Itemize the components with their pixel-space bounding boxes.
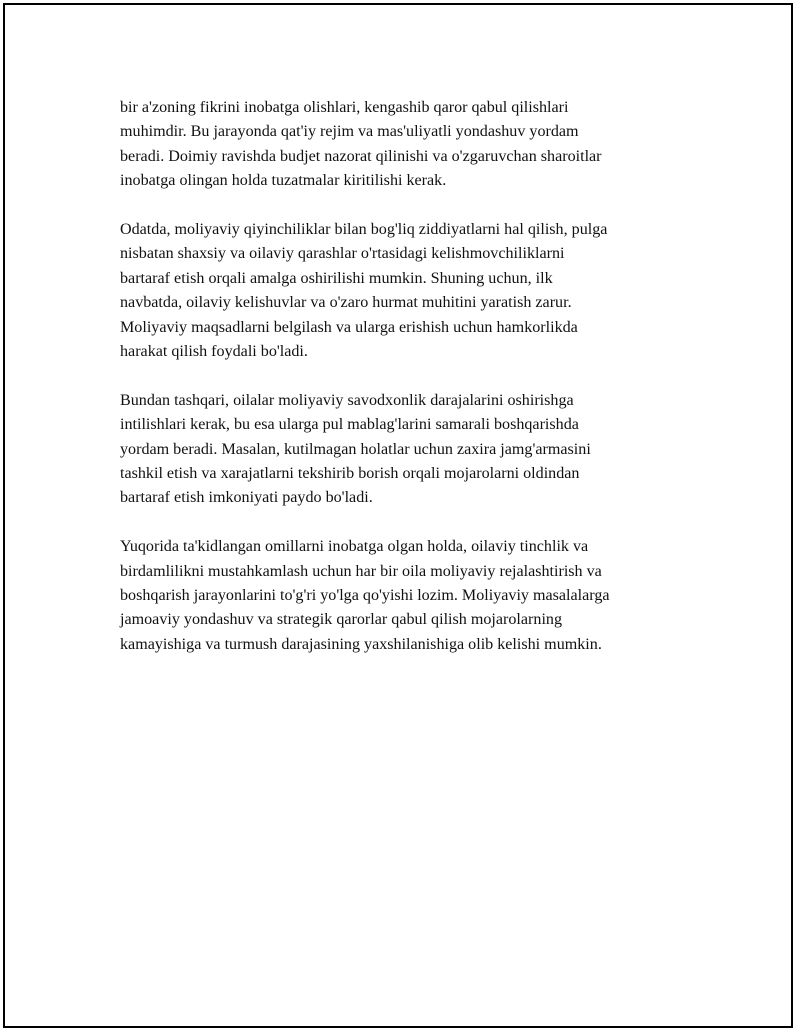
paragraph-2: Odatda, moliyaviy qiyinchiliklar bilan bog'liq ziddiyatlarni hal qilish, pulga nisbatan shaxsiy va oilaviy qarashlar o'rtasidagi kelishmovchiliklarni bartaraf etish orqali amalga oshirilishi mumkin. Shuning uchun, ilk navbatda, oilaviy kelishuvlar va o'zaro hurmat muhitini yaratish zarur. Moliyaviy maqsadlarni belgilash va ularga erishish uchun hamkorlikda harakat qilish foydali bo'ladi. [120, 221, 608, 361]
document-page [3, 3, 793, 1028]
paragraph-1: bir a'zoning fikrini inobatga olishlari, kengashib qaror qabul qilishlari muhimdir. Bu jarayonda qat'iy rejim va mas'uliyatli yondashuv yordam beradi. Doimiy ravishda budjet nazorat qilinishi va o'zgaruvchan sharoitlar inobatga olingan holda tuzatmalar kiritilishi kerak. [120, 99, 602, 190]
document-body [120, 96, 692, 682]
paragraph-3: Bundan tashqari, oilalar moliyaviy savodxonlik darajalarini oshirishga intilishlari kerak, bu esa ularga pul mablag'larini samarali boshqarishda yordam beradi. Masalan, kutilmagan holatlar uchun zaxira jamg'armasini tashkil etish va xarajatlarni tekshirib borish orqali mojarolarni oldindan bartaraf etish imkoniyati paydo bo'ladi. [120, 391, 591, 507]
paragraph-4: Yuqorida ta'kidlangan omillarni inobatga olgan holda, oilaviy tinchlik va birdamlilikni mustahkamlash uchun har bir oila moliyaviy rejalashtirish va boshqarish jarayonlarini to'g'ri yo'lga qo'yishi lozim. Moliyaviy masalalarga jamoaviy yondashuv va strategik qarorlar qabul qilish mojarolarning kamayishiga va turmush darajasining yaxshilanishiga olib kelishi mumkin. [120, 538, 610, 653]
